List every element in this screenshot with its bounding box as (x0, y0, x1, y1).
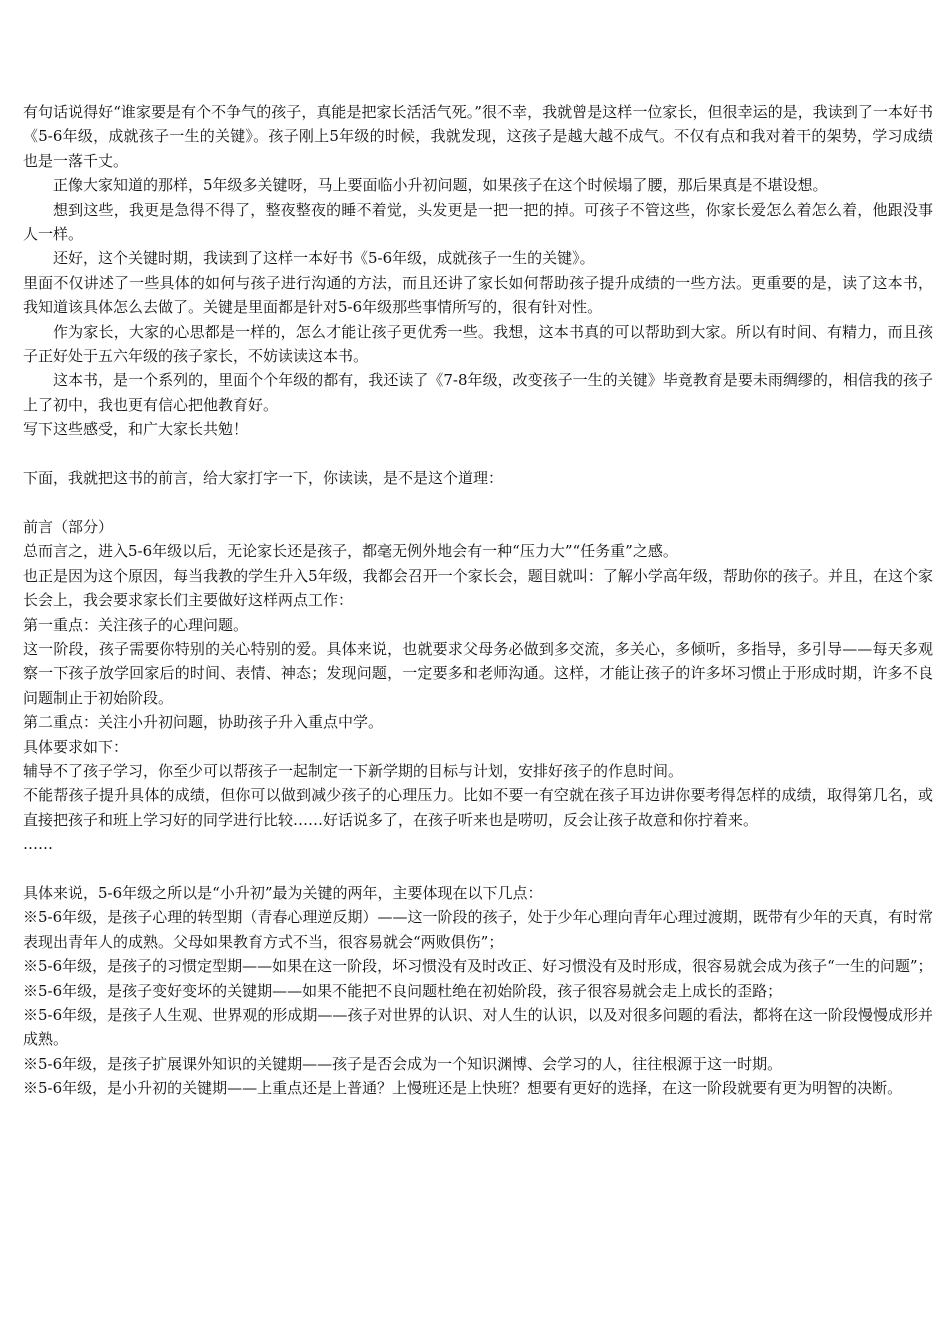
paragraph: 有句话说得好“谁家要是有个不争气的孩子，真能是把家长活活气死。”很不幸，我就曾是这样一位家长，但很幸运的是，我读到了一本好书《5-6年级，成就孩子一生的关键》。孩子刚上5年级的时候，我就发现，这孩子是越大越不成气。不仅有点和我对着干的架势，学习成绩也是一落千丈。 (23, 103, 933, 170)
paragraph: 作为家长，大家的心思都是一样的，怎么才能让孩子更优秀一些。我想，这本书真的可以帮助到大家。所以有时间、有精力，而且孩子正好处于五六年级的孩子家长，不妨读读这本书。 (23, 322, 933, 366)
paragraph: 第一重点：关注孩子的心理问题。 (23, 615, 249, 634)
paragraph: 也正是因为这个原因，每当我教的学生升入5年级，我都会召开一个家长会，题目就叫：了解小学高年级，帮助你的孩子。并且，在这个家长会上，我会要求家长们主要做好这样两点工作： (23, 566, 933, 610)
blank-line (23, 490, 933, 514)
list-item: ※5-6年级，是孩子的习惯定型期——如果在这一阶段，坏习惯没有及时改正、好习惯没有及时形成，很容易就会成为孩子“一生的问题”； (23, 957, 933, 976)
section-heading: 前言（部分） (23, 517, 114, 536)
paragraph: 写下这些感受，和广大家长共勉！ (23, 420, 249, 439)
paragraph: 总而言之，进入5-6年级以后，无论家长还是孩子，都毫无例外地会有一种“压力大”“任务重”之感。 (23, 542, 678, 561)
paragraph: 还好，这个关键时期，我读到了这样一本好书《5-6年级，成就孩子一生的关键》。 (53, 249, 595, 268)
ellipsis-line: …… (23, 835, 53, 854)
document-body (23, 100, 933, 1101)
paragraph: 不能帮孩子提升具体的成绩，但你可以做到减少孩子的心理压力。比如不要一有空就在孩子耳边讲你要考得怎样的成绩，取得第几名，或直接把孩子和班上学习好的同学进行比较……好话说多了，在孩子听来也是唠叨，反会让孩子故意和你拧着来。 (23, 786, 933, 829)
paragraph: 下面，我就把这书的前言，给大家打字一下，你读读，是不是这个道理： (23, 469, 504, 488)
list-item: ※5-6年级，是小升初的关键期——上重点还是上普通？上慢班还是上快班？想要有更好的选择，在这一阶段就要有更为明智的决断。 (23, 1079, 903, 1098)
blank-line (23, 442, 933, 466)
list-item: ※5-6年级，是孩子心理的转型期（青春心理逆反期）——这一阶段的孩子，处于少年心理向青年心理过渡期，既带有少年的天真，有时常表现出青年人的成熟。父母如果教育方式不当，很容易就会“两败俱伤”； (23, 908, 933, 951)
paragraph: 正像大家知道的那样，5年级多关键呀，马上要面临小升初问题，如果孩子在这个时候塌了腰，那后果真是不堪设想。 (53, 176, 828, 195)
paragraph: 想到这些，我更是急得不得了，整夜整夜的睡不着觉，头发更是一把一把的掉。可孩子不管这些，你家长爱怎么着怎么着，他跟没事人一样。 (23, 200, 933, 244)
list-item: ※5-6年级，是孩子人生观、世界观的形成期——孩子对世界的认识、对人生的认识，以及对很多问题的看法，都将在这一阶段慢慢成形并成熟。 (23, 1005, 933, 1049)
paragraph: 辅导不了孩子学习，你至少可以帮孩子一起制定一下新学期的目标与计划，安排好孩子的作息时间。 (23, 761, 684, 780)
paragraph: 具体来说，5-6年级之所以是“小升初”最为关键的两年，主要体现在以下几点： (23, 883, 543, 902)
blank-line (23, 857, 933, 881)
paragraph: 里面不仅讲述了一些具体的如何与孩子进行沟通的方法，而且还讲了家长如何帮助孩子提升成绩的一些方法。更重要的是，读了这本书，我知道该具体怎么去做了。关键是里面都是针对5-6年级那些事情所写的，很有针对性。 (23, 273, 933, 317)
paragraph: 第二重点：关注小升初问题，协助孩子升入重点中学。 (23, 713, 384, 732)
list-item: ※5-6年级，是孩子扩展课外知识的关键期——孩子是否会成为一个知识渊博、会学习的人，往往根源于这一时期。 (23, 1054, 783, 1073)
paragraph: 这本书，是一个系列的，里面个个年级的都有，我还读了《7-8年级，改变孩子一生的关键》毕竟教育是要未雨绸缪的，相信我的孩子上了初中，我也更有信心把他教育好。 (23, 371, 933, 414)
paragraph: 这一阶段，孩子需要你特别的关心特别的爱。具体来说，也就要求父母务必做到多交流，多关心，多倾听，多指导，多引导——每天多观察一下孩子放学回家后的时间、表情、神态；发现问题，一定要多和老师沟通。这样，才能让孩子的许多坏习惯止于形成时期，许多不良问题制止于初始阶段。 (23, 639, 933, 707)
paragraph: 具体要求如下： (23, 737, 129, 756)
list-item: ※5-6年级，是孩子变好变坏的关键期——如果不能把不良问题杜绝在初始阶段，孩子很容易就会走上成长的歪路； (23, 981, 783, 1000)
